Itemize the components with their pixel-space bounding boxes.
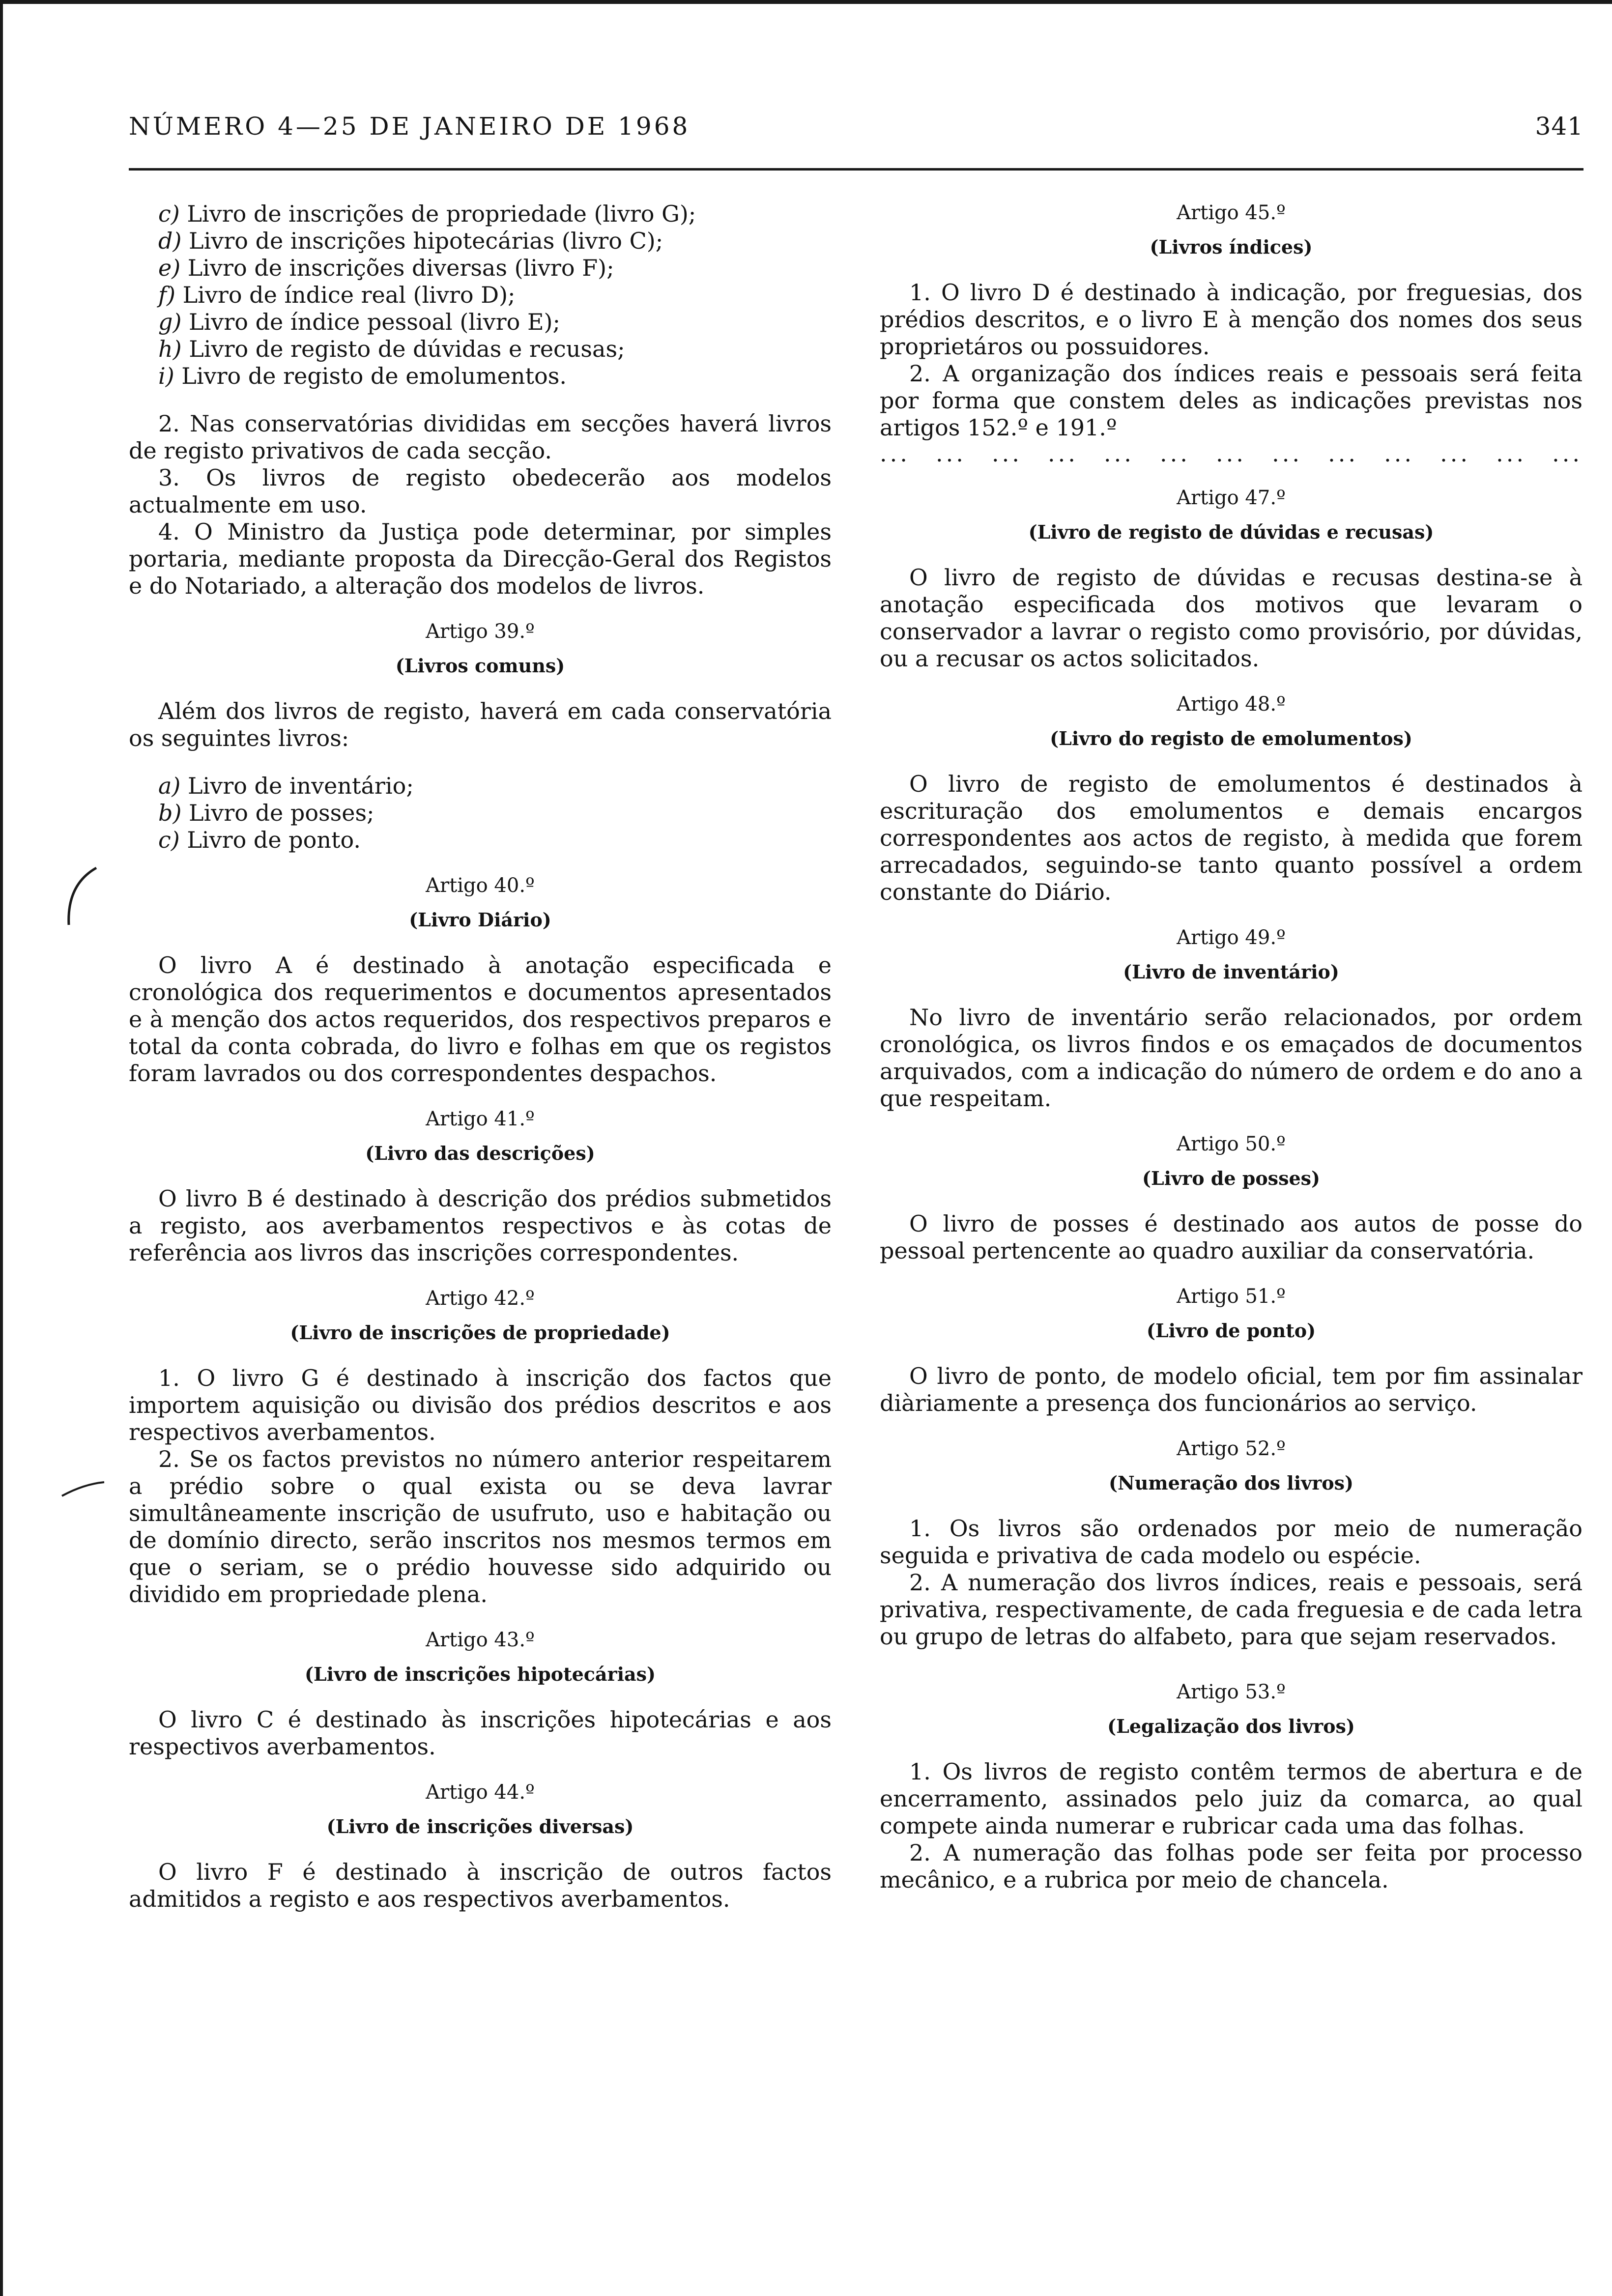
running-title: NÚMERO 4—25 DE JANEIRO DE 1968 [129,112,691,141]
article-45-paragraph-2: 2. A organização dos índices reais e pessoais será feita por forma que constem deles as indicações previstas nos artigos 152.º e 191.º [880,360,1583,441]
article-52-number: Artigo 52.º [1177,1437,1286,1460]
article-49-number: Artigo 49.º [1177,926,1286,949]
page-left-edge [0,0,3,2296]
page-number: 341 [1535,112,1583,141]
article-44-body: O livro F é destinado à inscrição de outros factos admitidos a registo e aos respectivos averbamentos. [129,1859,832,1912]
omission-dots: ... ... ... ... ... ... ... ... ... ... ... ... ... [880,440,1583,467]
list-letter: h) [158,336,182,362]
list-item [129,282,832,309]
list-item [129,255,832,282]
list-letter: d) [158,228,182,254]
article-41-body: O livro B é destinado à descrição dos prédios submetidos a registo, aos averbamentos respectivos e às cotas de referência aos livros das inscrições correspondentes. [129,1185,832,1266]
list-letter: b) [158,800,182,826]
article-42-number: Artigo 42.º [426,1287,535,1310]
spacer [129,390,832,410]
article-45-number: Artigo 45.º [1177,201,1286,224]
article-42-paragraph-2: 2. Se os factos previstos no número anterior respeitarem a prédio sobre o qual exista ou se deva lavrar simultâneamente inscrição de usufruto, uso e habitação ou de domínio directo, serão inscritos nos mesmos termos em que o seriam, se o prédio houvesse sido adquirido ou dividido em propriedade plena. [129,1446,832,1607]
list-item [129,201,832,228]
list-text: Livro de registo de emolumentos. [181,363,567,389]
right-column [880,201,1583,1894]
article-53-title: (Legalização dos livros) [1107,1715,1355,1737]
article-44-title: (Livro de inscrições diversas) [326,1815,634,1837]
article-52-paragraph-2: 2. A numeração dos livros índices, reais e pessoais, será privativa, respectivamente, de cada freguesia e de cada letra ou grupo de letras do alfabeto, para que sejam reservados. [880,1569,1583,1650]
article-41-title: (Livro das descrições) [365,1142,595,1164]
article-45-title: (Livros índices) [1150,236,1313,258]
list-letter: i) [158,363,174,389]
article-48-title: (Livro do registo de emolumentos) [1050,727,1412,749]
article-51-number: Artigo 51.º [1177,1285,1286,1308]
article-39-title: (Livros comuns) [395,655,565,677]
page-header [129,112,1583,146]
article-39-intro: Além dos livros de registo, haverá em cada conservatória os seguintes livros: [129,698,832,751]
article-53-paragraph-1: 1. Os livros de registo contêm termos de abertura e de encerramento, assinados pelo juiz da comarca, ao qual compete ainda numerar e rubricar cada uma das folhas. [880,1758,1583,1839]
list-text: Livro de inventário; [188,773,414,799]
article-43-body: O livro C é destinado às inscrições hipotecárias e aos respectivos averbamentos. [129,1706,832,1760]
list-text: Livro de posses; [189,800,374,826]
article-50-body: O livro de posses é destinado aos autos de posse do pessoal pertencente ao quadro auxiliar da conservatória. [880,1210,1583,1264]
list-letter: f) [158,282,175,308]
left-column [129,201,832,1913]
article-39-number: Artigo 39.º [426,620,535,643]
article-47-title: (Livro de registo de dúvidas e recusas) [1028,521,1434,543]
article-52-paragraph-1: 1. Os livros são ordenados por meio de numeração seguida e privativa de cada modelo ou espécie. [880,1515,1583,1569]
list-text: Livro de índice real (livro D); [182,282,516,308]
list-letter: a) [158,773,181,799]
page-top-edge [0,0,1612,4]
article-42-title: (Livro de inscrições de propriedade) [290,1321,670,1344]
list-item [129,228,832,255]
article-47-body: O livro de registo de dúvidas e recusas destina-se à anotação especificada dos motivos que levaram o conservador a lavrar o registo como provisório, por dúvidas, ou a recusar os actos solicitados. [880,564,1583,672]
article-51-title: (Livro de ponto) [1146,1320,1316,1342]
list-text: Livro de ponto. [187,827,361,853]
article-49-body: No livro de inventário serão relacionados, por ordem cronológica, os livros findos e os emaçados de documentos arquivados, com a indicação do número de ordem e do ano a que respeitam. [880,1004,1583,1112]
list-letter: c) [158,201,180,227]
book-list [129,201,832,390]
article-42-paragraph-1: 1. O livro G é destinado à inscrição dos factos que importem aquisição ou divisão dos prédios descritos e aos respectivos averbamentos. [129,1365,832,1445]
article-43-number: Artigo 43.º [426,1629,535,1651]
list-letter: c) [158,827,180,853]
article-44-number: Artigo 44.º [426,1781,535,1804]
article-47-number: Artigo 47.º [1177,487,1286,509]
article-40-title: (Livro Diário) [409,909,551,931]
article-43-title: (Livro de inscrições hipotecárias) [304,1663,656,1685]
article-48-number: Artigo 48.º [1177,693,1286,716]
list-item [129,800,832,827]
paragraph-4: 4. O Ministro da Justiça pode determinar, por simples portaria, mediante proposta da Direcção-Geral dos Registos e do Notariado, a alteração dos modelos de livros. [129,518,832,599]
margin-dash-mark [59,1479,108,1499]
spacer [129,752,832,773]
list-text: Livro de inscrições de propriedade (livro G); [187,201,696,227]
article-48-body: O livro de registo de emolumentos é destinados à escrituração dos emolumentos e demais encargos correspondentes aos actos de registo, à medida que forem arrecadados, seguindo-se tanto quanto possível a ordem constante do Diário. [880,771,1583,905]
article-45-paragraph-1: 1. O livro D é destinado à indicação, por freguesias, dos prédios descritos, e o livro E à menção dos nomes dos seus proprietáros ou possuidores. [880,279,1583,360]
list-text: Livro de inscrições diversas (livro F); [187,255,614,281]
article-50-number: Artigo 50.º [1177,1133,1286,1155]
article-53-paragraph-2: 2. A numeração das folhas pode ser feita por processo mecânico, e a rubrica por meio de chancela. [880,1839,1583,1893]
list-item [129,336,832,363]
paragraph-3: 3. Os livros de registo obedecerão aos modelos actualmente em uso. [129,464,832,518]
list-letter: g) [158,309,182,335]
list-item [129,773,832,800]
list-letter: e) [158,255,181,281]
list-item [129,309,832,336]
paragraph-2: 2. Nas conservatórias divididas em secções haverá livros de registo privativos de cada secção. [129,410,832,464]
article-51-body: O livro de ponto, de modelo oficial, tem por fim assinalar diàriamente a presença dos funcionários ao serviço. [880,1363,1583,1416]
list-text: Livro de índice pessoal (livro E); [189,309,560,335]
header-rule [129,168,1583,171]
list-text: Livro de registo de dúvidas e recusas; [189,336,625,362]
article-52-title: (Numeração dos livros) [1109,1472,1353,1494]
list-text: Livro de inscrições hipotecárias (livro C); [189,228,663,254]
article-41-number: Artigo 41.º [426,1108,535,1130]
margin-bracket-mark [58,865,102,929]
article-50-title: (Livro de posses) [1142,1167,1321,1189]
article-53-number: Artigo 53.º [1177,1681,1286,1703]
article-49-title: (Livro de inventário) [1123,961,1339,983]
article-40-body: O livro A é destinado à anotação especificada e cronológica dos requerimentos e documentos apresentados e à menção dos actos requeridos, dos respectivos preparos e total da conta cobrada, do livro e folhas em que os registos foram lavrados ou dos correspondentes despachos. [129,952,832,1087]
list-item [129,827,832,854]
article-40-number: Artigo 40.º [426,874,535,897]
list-item [129,363,832,390]
